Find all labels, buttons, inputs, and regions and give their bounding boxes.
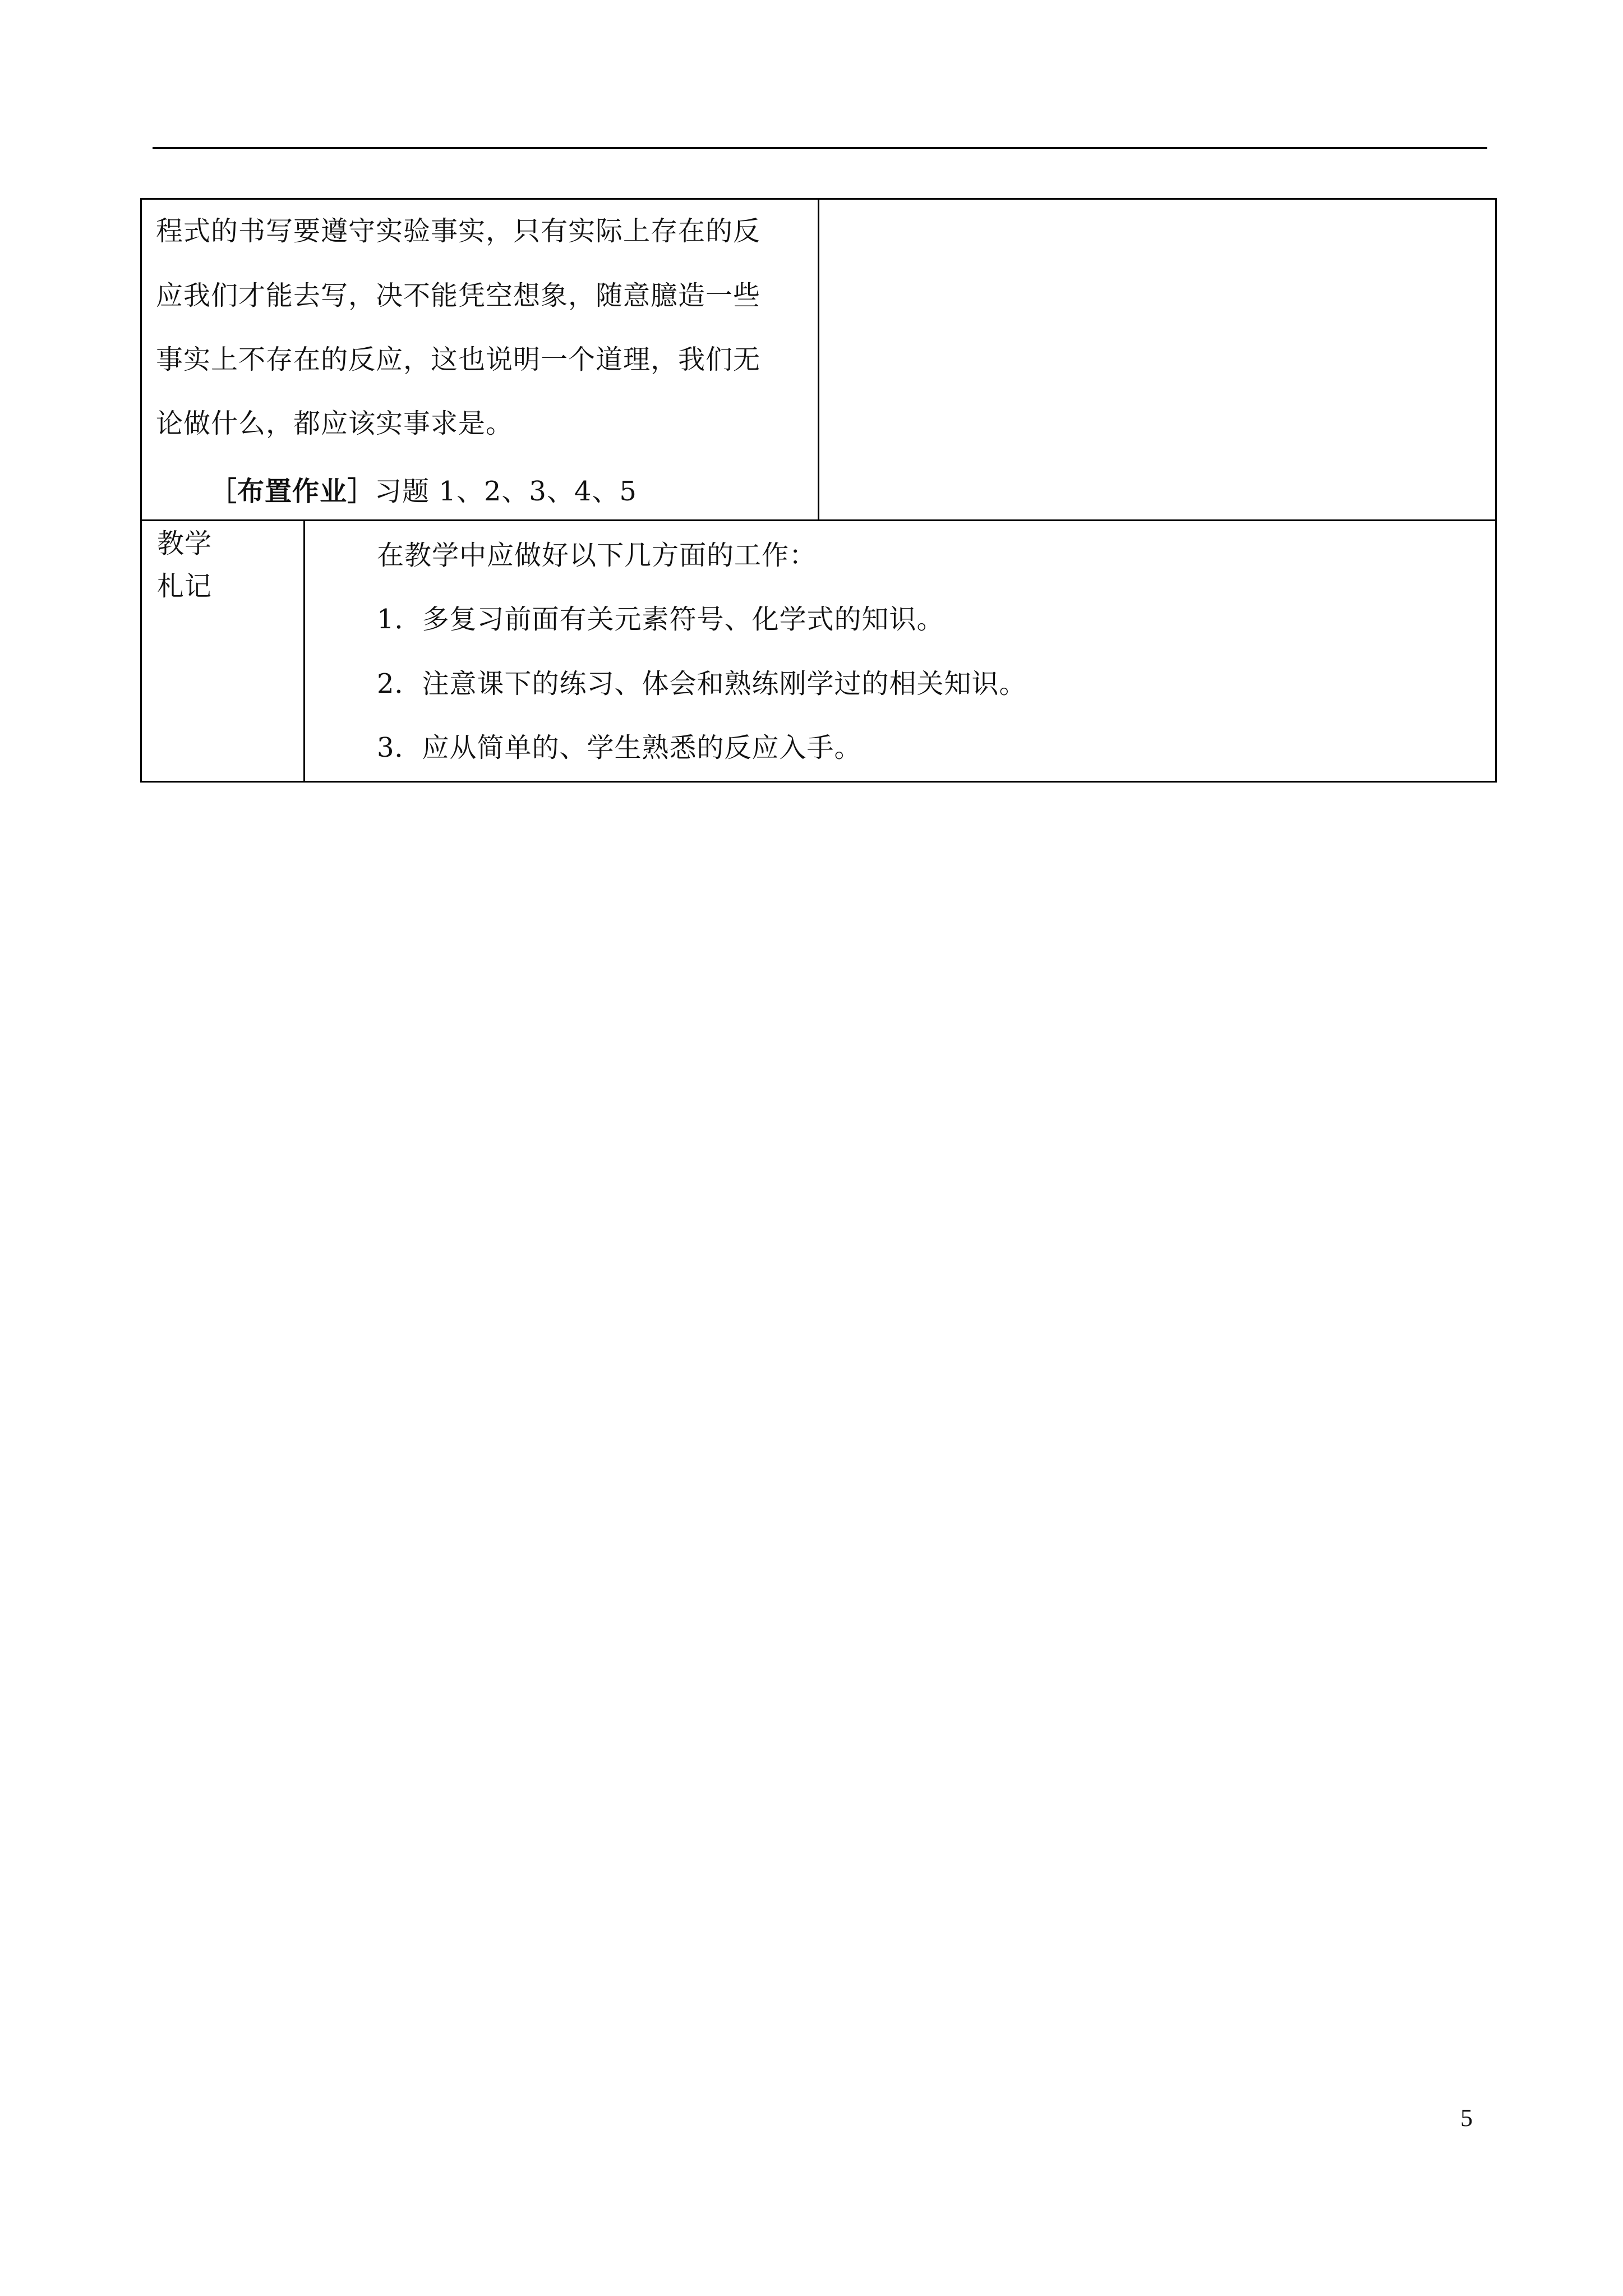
notes-column-divider [303,519,305,783]
paragraph-line: 事实上不存在的反应，这也说明一个道理，我们无 [156,344,761,375]
notes-label-line1: 教学 [157,528,213,559]
page-number: 5 [1460,2104,1473,2132]
homework-line [210,475,637,508]
homework-label: ［布置作业］ [210,476,375,507]
header-rule [153,147,1487,149]
homework-text: 习题 1、2、3、4、5 [375,476,637,507]
notes-intro: 在教学中应做好以下几方面的工作： [377,540,817,571]
paragraph-line: 论做什么，都应该实事求是。 [156,408,514,439]
notes-item: 3．应从简单的、学生熟悉的反应入手。 [377,732,862,763]
notes-item: 2．注意课下的练习、体会和熟练刚学过的相关知识。 [377,668,1027,700]
paragraph-line: 应我们才能去写，决不能凭空想象，随意臆造一些 [156,280,761,311]
notes-label-line2: 札记 [157,570,213,602]
upper-column-divider [818,198,819,521]
upper-right-cell [820,200,1495,519]
notes-item: 1．多复习前面有关元素符号、化学式的知识。 [377,604,944,635]
paragraph-line: 程式的书写要遵守实验事实，只有实际上存在的反 [156,215,761,247]
